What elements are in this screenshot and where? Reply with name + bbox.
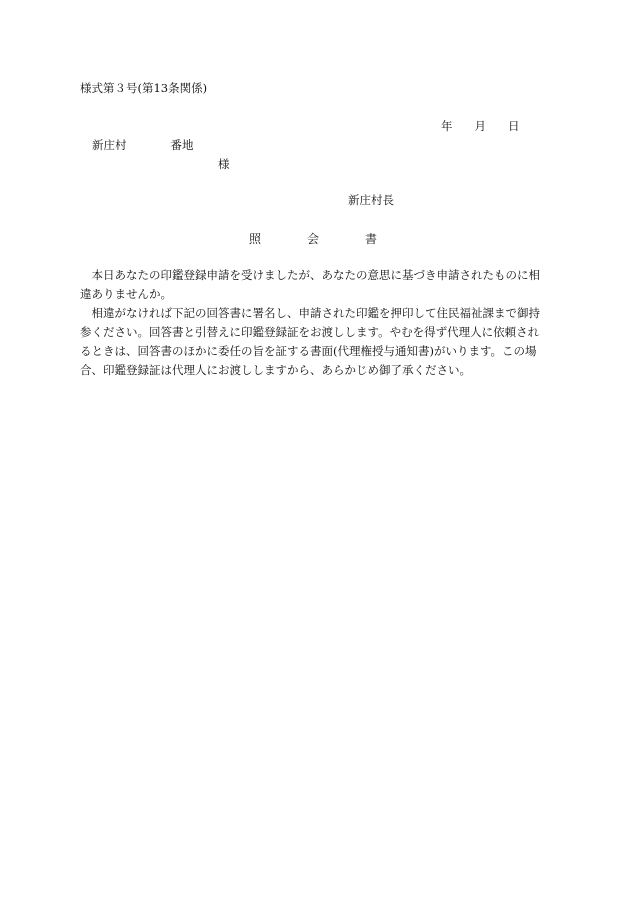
paragraph-2: 相違がなければ下記の回答書に署名し、申請された印鑑を押印して住民福祉課まで御持参ください。回答書と引替えに印鑑登録証をお渡しします。やむを得ず代理人に依頼されるときは、回答書のほかに委任の旨を証する書面(代理権授与通知書)がいります。この場合、印鑑登録証は代理人にお渡ししますから、あらかじめ御了承ください。 [80,306,540,377]
title-char-3: 書 [365,232,378,246]
sender-name: 新庄村長 [348,193,394,207]
banchi-label: 番地 [170,138,194,152]
title-char-1: 照 [249,232,262,246]
title-char-2: 会 [307,232,320,246]
paragraph-1: 本日あなたの印鑑登録申請を受けましたが、あなたの意思に基づき申請されたものに相違ありませんか。 [80,268,540,301]
date-line [441,119,520,133]
year-label: 年 [441,119,453,133]
day-label: 日 [508,119,520,133]
form-number: 様式第３号(第13条関係) [80,81,208,95]
village-name: 新庄村 [92,138,127,152]
document-title [249,232,377,246]
body-text [80,266,550,380]
month-label: 月 [474,119,486,133]
addressee-suffix: 様 [218,157,230,171]
address-line [92,138,194,152]
